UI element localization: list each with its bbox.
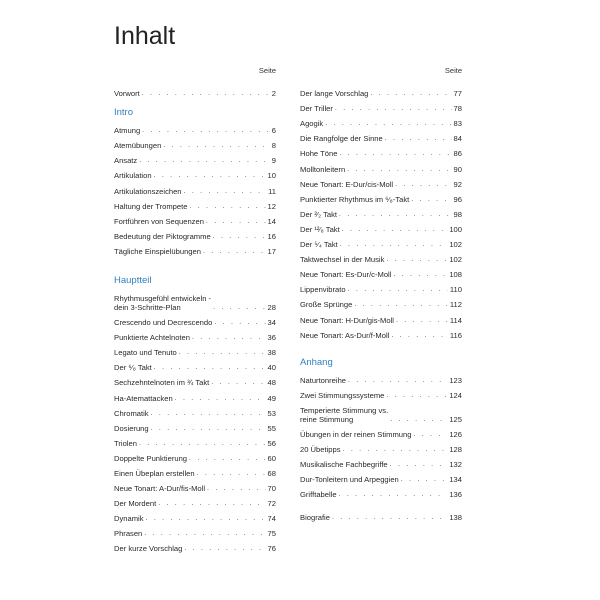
toc-entry-page: 68 — [267, 468, 276, 478]
toc-entry[interactable] — [300, 219, 462, 234]
toc-entry[interactable] — [300, 484, 462, 499]
toc-entry[interactable] — [300, 174, 462, 189]
toc-entry[interactable] — [300, 189, 462, 204]
toc-entry-label: Chromatik — [114, 408, 149, 418]
toc-entry-page: 10 — [267, 171, 276, 181]
leader-dots — [343, 445, 448, 454]
section-heading-intro: Intro — [114, 107, 134, 119]
leader-dots — [391, 331, 448, 340]
leader-dots — [393, 270, 447, 279]
leader-dots — [154, 363, 266, 372]
toc-entry-page: 38 — [267, 348, 276, 358]
toc-entry-page: 114 — [449, 315, 462, 325]
toc-entry-label: Rhythmusgefühl entwickeln - dein 3-Schritte-Plan — [114, 293, 212, 312]
toc-entry-label: Neue Tonart: A-Dur/fis-Moll — [114, 484, 206, 494]
toc-entry-label: Phrasen — [114, 529, 143, 539]
toc-entry-label: Der kurze Vorschlag — [114, 544, 183, 554]
toc-entry-label: Übungen in der reinen Stimmung — [300, 429, 412, 439]
toc-entry-page: 125 — [449, 414, 462, 424]
leader-dots — [146, 514, 266, 523]
toc-entry-page: 84 — [453, 134, 462, 144]
leader-dots — [335, 104, 452, 113]
toc-entry-page: 53 — [267, 408, 276, 418]
toc-entry[interactable] — [300, 98, 462, 113]
toc-entry-page: 56 — [267, 438, 276, 448]
leader-dots — [214, 318, 265, 327]
toc-entry-temperierte-stimmung[interactable] — [300, 400, 462, 424]
section-heading-anhang: Anhang — [300, 356, 333, 368]
leader-dots — [386, 391, 447, 400]
toc-entry-label: Dynamik — [114, 514, 144, 524]
toc-entry-page: 83 — [453, 119, 462, 129]
leader-dots — [395, 180, 451, 189]
toc-entry-page: 134 — [449, 475, 462, 485]
toc-entry[interactable] — [300, 143, 462, 158]
toc-entry-label: Dosierung — [114, 423, 149, 433]
toc-entry-label: Einen Übeplan erstellen — [114, 468, 195, 478]
toc-entry-page: 138 — [449, 513, 462, 523]
toc-entry-page: 76 — [267, 544, 276, 554]
leader-dots — [179, 348, 266, 357]
toc-entry[interactable] — [114, 508, 276, 523]
toc-entry[interactable] — [300, 264, 462, 279]
toc-entry-label: Neue Tonart: Es-Dur/c-Moll — [300, 270, 392, 280]
leader-dots — [340, 240, 448, 249]
toc-entry-page: 128 — [449, 444, 462, 454]
leader-dots — [139, 439, 266, 448]
toc-entry[interactable] — [300, 294, 462, 309]
toc-entry[interactable] — [300, 249, 462, 264]
toc-entry-page: 49 — [267, 393, 276, 403]
toc-entry[interactable] — [114, 493, 276, 508]
toc-entry-page: 16 — [267, 231, 276, 241]
toc-entry-page: 90 — [453, 164, 462, 174]
leader-dots — [370, 89, 451, 98]
leader-dots — [142, 89, 270, 98]
toc-entry[interactable] — [114, 180, 276, 195]
toc-entry-label: Sechzehntelnoten im ¾ Takt — [114, 378, 210, 388]
toc-list-anhang-b — [300, 424, 462, 499]
toc-entry[interactable] — [300, 454, 462, 469]
toc-entry-page: 60 — [267, 453, 276, 463]
toc-entry-page: 96 — [453, 194, 462, 204]
toc-entry-label: Der ¹²⁄₈ Takt — [300, 224, 340, 234]
toc-entry[interactable] — [300, 325, 462, 340]
leader-dots — [339, 149, 451, 158]
toc-entry[interactable] — [114, 433, 276, 448]
toc-entry-label: Ansatz — [114, 156, 138, 166]
toc-entry-page: 126 — [449, 429, 462, 439]
toc-entry[interactable] — [300, 83, 462, 98]
leader-dots — [163, 141, 269, 150]
toc-entry-label: Vorwort — [114, 89, 140, 99]
toc-list-hauptteil-cont — [300, 83, 462, 340]
toc-entry-page: 136 — [449, 490, 462, 500]
toc-entry-page: 123 — [449, 375, 462, 385]
toc-entry[interactable] — [300, 279, 462, 294]
toc-entry[interactable] — [300, 113, 462, 128]
toc-entry-page: 34 — [267, 318, 276, 328]
toc-entry-page: 92 — [453, 179, 462, 189]
toc-entry-page: 86 — [453, 149, 462, 159]
leader-dots — [139, 156, 270, 165]
toc-entry-page: 72 — [267, 499, 276, 509]
toc-entry-page: 48 — [267, 378, 276, 388]
toc-entry-label: Neue Tonart: As-Dur/f-Moll — [300, 330, 390, 340]
leader-dots — [348, 285, 448, 294]
toc-entry-label: Legato und Tenuto — [114, 348, 177, 358]
toc-entry[interactable] — [300, 385, 462, 400]
toc-entry[interactable] — [114, 387, 276, 402]
section-heading-hauptteil: Hauptteil — [114, 274, 152, 286]
toc-entry-page: 98 — [453, 209, 462, 219]
toc-entry-label: 20 Übetipps — [300, 444, 341, 454]
leader-dots — [151, 424, 266, 433]
page-column-header: Seite — [258, 66, 276, 75]
toc-entry-label: Hohe Töne — [300, 149, 338, 159]
toc-entry-page: 28 — [267, 302, 276, 312]
toc-entry-label: Naturtonreihe — [300, 375, 347, 385]
page-column-header: Seite — [444, 66, 462, 75]
toc-entry[interactable] — [114, 327, 276, 342]
toc-entry-label: Molltonleitern — [300, 164, 346, 174]
toc-entry-page: 74 — [267, 514, 276, 524]
toc-list-anhang-a — [300, 370, 462, 400]
toc-entry-label: Neue Tonart: H-Dur/gis-Moll — [300, 315, 394, 325]
toc-entry-page: 77 — [453, 89, 462, 99]
toc-entry-label: Der Mordent — [114, 499, 157, 509]
toc-column-left — [114, 66, 276, 553]
toc-entry[interactable] — [114, 241, 276, 256]
leader-dots — [354, 300, 448, 309]
leader-dots — [189, 454, 266, 463]
toc-list-hauptteil — [114, 312, 276, 554]
leader-dots — [211, 378, 265, 387]
toc-entry[interactable] — [300, 439, 462, 454]
toc-entry-page: 36 — [267, 333, 276, 343]
toc-entry-label: Punktierte Achtelnoten — [114, 333, 190, 343]
toc-entry-label: Taktwechsel in der Musik — [300, 255, 385, 265]
toc-entry[interactable] — [114, 463, 276, 478]
toc-entry-label: Fortführen von Sequenzen — [114, 216, 204, 226]
toc-entry-label: Atmung — [114, 126, 141, 136]
toc-entry-label: Ha-Atemattacken — [114, 393, 173, 403]
toc-entry-label: Lippenvibrato — [300, 285, 346, 295]
leader-dots — [192, 333, 266, 342]
leader-dots — [386, 255, 447, 264]
leader-dots — [396, 316, 448, 325]
toc-entry[interactable] — [300, 204, 462, 219]
toc-entry-page: 102 — [449, 255, 462, 265]
toc-entry-label: Der ²⁄₂ Takt — [300, 209, 337, 219]
toc-entry-page: 11 — [268, 186, 276, 196]
leader-dots — [213, 232, 266, 241]
toc-entry-label: Triolen — [114, 438, 137, 448]
toc-entry-label: Doppelte Punktierung — [114, 453, 188, 463]
toc-entry-label: Artikulationszeichen — [114, 186, 182, 196]
leader-dots — [207, 484, 266, 493]
toc-entry-page: 75 — [267, 529, 276, 539]
leader-dots — [142, 126, 270, 135]
leader-dots — [348, 376, 447, 385]
toc-entry-page: 8 — [271, 141, 276, 151]
leader-dots — [401, 475, 448, 484]
leader-dots — [189, 202, 265, 211]
toc-entry[interactable] — [114, 165, 276, 180]
toc-entry[interactable] — [114, 135, 276, 150]
toc-entry[interactable] — [114, 538, 276, 553]
toc-entry[interactable] — [300, 158, 462, 173]
toc-entry-page: 112 — [449, 300, 462, 310]
toc-entry-page: 2 — [271, 89, 276, 99]
toc-entry-page: 9 — [271, 156, 276, 166]
toc-entry[interactable] — [114, 372, 276, 387]
toc-entry-page: 108 — [449, 270, 462, 280]
toc-entry-label: Agogik — [300, 119, 324, 129]
toc-entry[interactable] — [114, 342, 276, 357]
toc-entry[interactable] — [114, 418, 276, 433]
toc-entry-page: 78 — [453, 104, 462, 114]
toc-entry[interactable] — [114, 523, 276, 538]
leader-dots — [339, 490, 448, 499]
toc-entry-label: Zwei Stimmungssysteme — [300, 390, 385, 400]
toc-entry-page: 116 — [449, 330, 462, 340]
toc-entry[interactable] — [114, 357, 276, 372]
toc-entry-label: Musikalische Fachbegriffe — [300, 460, 388, 470]
toc-entry-label: Crescendo und Decrescendo — [114, 318, 213, 328]
toc-entry[interactable] — [300, 309, 462, 324]
leader-dots — [390, 460, 448, 469]
toc-entry-page: 6 — [271, 126, 276, 136]
toc-entry[interactable] — [300, 469, 462, 484]
toc-entry[interactable] — [114, 211, 276, 226]
toc-entry-page: 40 — [267, 363, 276, 373]
leader-dots — [342, 225, 448, 234]
toc-entry-page: 70 — [267, 484, 276, 494]
toc-entry[interactable] — [114, 312, 276, 327]
leader-dots — [175, 394, 266, 403]
toc-entry-label: Grifftabelle — [300, 490, 337, 500]
toc-entry-label: Der lange Vorschlag — [300, 89, 369, 99]
leader-dots — [158, 499, 265, 508]
toc-entry[interactable] — [300, 128, 462, 143]
toc-entry-page: 110 — [449, 285, 462, 295]
toc-entry-label: Biografie — [300, 513, 330, 523]
toc-entry[interactable] — [300, 424, 462, 439]
toc-entry-biografie[interactable] — [300, 507, 462, 522]
toc-entry-label: Artikulation — [114, 171, 152, 181]
leader-dots — [206, 217, 266, 226]
leader-dots — [332, 513, 447, 522]
toc-entry-label: Punktierter Rhythmus im ⁶⁄₈-Takt — [300, 194, 410, 204]
leader-dots — [347, 165, 451, 174]
toc-entry[interactable] — [114, 448, 276, 463]
toc-column-right — [300, 66, 462, 522]
toc-entry[interactable] — [114, 196, 276, 211]
toc-entry-label: Neue Tonart: E-Dur/cis-Moll — [300, 179, 394, 189]
toc-entry-label: Die Rangfolge der Sinne — [300, 134, 383, 144]
leader-dots — [144, 529, 265, 538]
toc-entry[interactable] — [114, 150, 276, 165]
toc-entry-page: 124 — [449, 390, 462, 400]
toc-entry-page: 55 — [267, 423, 276, 433]
toc-entry[interactable] — [114, 226, 276, 241]
toc-entry[interactable] — [300, 370, 462, 385]
toc-entry-page: 12 — [267, 201, 276, 211]
toc-entry[interactable] — [114, 120, 276, 135]
leader-dots — [184, 187, 267, 196]
toc-entry[interactable] — [300, 234, 462, 249]
leader-dots — [197, 469, 266, 478]
toc-entry-label: Bedeutung der Piktogramme — [114, 231, 211, 241]
leader-dots — [325, 119, 451, 128]
toc-entry-page: 132 — [449, 460, 462, 470]
toc-entry-label: Dur-Tonleitern und Arpeggien — [300, 475, 399, 485]
leader-dots — [390, 415, 447, 424]
toc-entry[interactable] — [114, 478, 276, 493]
toc-entry-page: 100 — [449, 224, 462, 234]
toc-entry-label: Der Triller — [300, 104, 333, 114]
leader-dots — [411, 195, 451, 204]
leader-dots — [151, 409, 266, 418]
leader-dots — [413, 430, 447, 439]
leader-dots — [339, 210, 452, 219]
leader-dots — [203, 247, 266, 256]
leader-dots — [385, 134, 452, 143]
toc-entry-vorwort[interactable] — [114, 83, 276, 98]
toc-list-intro — [114, 120, 276, 256]
toc-entry-label: Der ⁵⁄₄ Takt — [300, 240, 338, 250]
toc-entry-page: 14 — [267, 216, 276, 226]
toc-entry-rhythmusgefuehl[interactable] — [114, 288, 276, 312]
page-title: Inhalt — [114, 22, 176, 50]
toc-entry-label: Tägliche Einspielübungen — [114, 246, 201, 256]
toc-entry-page: 102 — [449, 240, 462, 250]
leader-dots — [213, 303, 265, 312]
toc-entry[interactable] — [114, 403, 276, 418]
leader-dots — [184, 544, 265, 553]
toc-entry-label: Temperierte Stimmung vs. reine Stimmung — [300, 405, 389, 424]
toc-entry-page: 17 — [267, 246, 276, 256]
toc-entry-label: Haltung der Trompete — [114, 201, 188, 211]
toc-entry-label: Große Sprünge — [300, 300, 353, 310]
toc-entry-label: Atemübungen — [114, 141, 162, 151]
leader-dots — [154, 171, 266, 180]
toc-entry-label: Der ⁶⁄₈ Takt — [114, 363, 152, 373]
